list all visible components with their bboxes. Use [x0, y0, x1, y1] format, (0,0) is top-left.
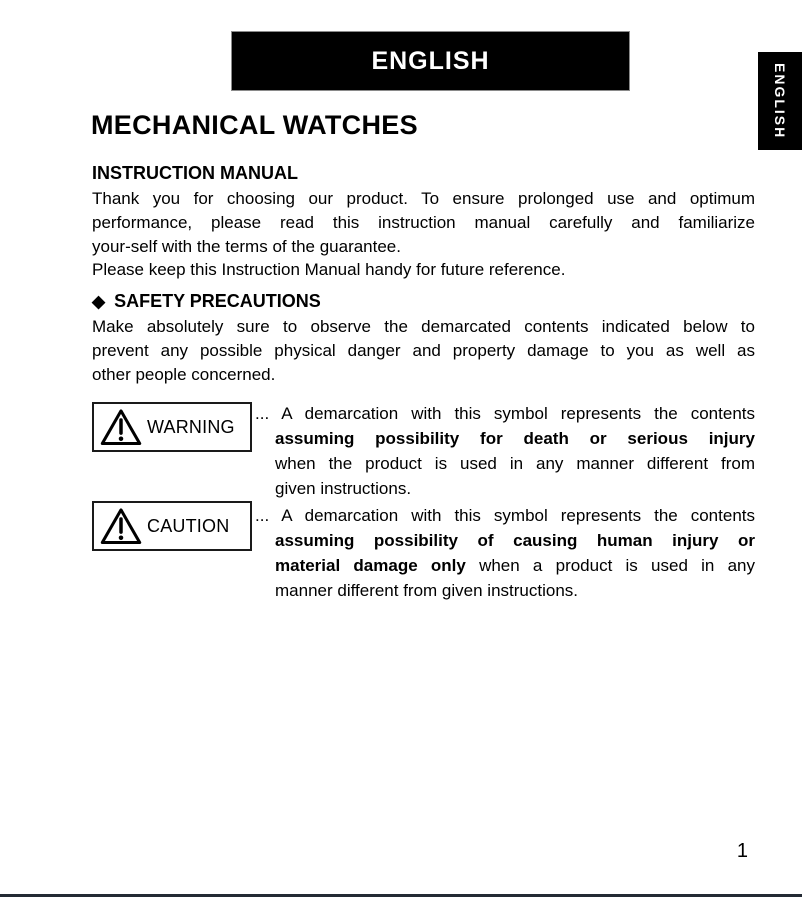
- intro-paragraph: Thank you for choosing our product. To ensure prolonged use and optimum performance, please read this instruction manual carefully and familiarize your-self with the terms of the guarantee.: [92, 189, 755, 256]
- safety-precautions-heading: [92, 291, 321, 312]
- page-title: MECHANICAL WATCHES: [91, 110, 418, 140]
- safety-heading-label: SAFETY PRECAUTIONS: [114, 291, 321, 311]
- safety-paragraph: Make absolutely sure to observe the demarcated contents indicated below to prevent any possible physical danger and property damage to you as well as other people concerned.: [92, 317, 755, 384]
- diamond-bullet-icon: ◆: [92, 292, 106, 311]
- caution-label: CAUTION: [147, 515, 230, 536]
- footer-rule: [0, 894, 802, 897]
- language-banner-label: ENGLISH: [371, 46, 490, 75]
- warning-box: [92, 402, 252, 452]
- caution-description: ... A demarcation with this symbol represents the contents assuming possibility of causing human injury or material damage only when a product is used in any manner different from given instructions.: [255, 506, 755, 600]
- language-side-tab: [758, 52, 802, 150]
- page-number: 1: [736, 840, 748, 862]
- warning-triangle-icon: [99, 407, 143, 447]
- warning-triangle-icon: [99, 506, 143, 546]
- warning-label: WARNING: [147, 416, 235, 437]
- keep-handy-paragraph: Please keep this Instruction Manual handy for future reference.: [92, 260, 566, 279]
- caution-box: [92, 501, 252, 551]
- side-tab-label: ENGLISH: [772, 62, 788, 140]
- language-banner: [231, 31, 630, 91]
- warning-description: ... A demarcation with this symbol represents the contents assuming possibility for death or serious injury when the product is used in any manner different from given instructions.: [255, 404, 755, 498]
- instruction-manual-heading: INSTRUCTION MANUAL: [92, 163, 298, 183]
